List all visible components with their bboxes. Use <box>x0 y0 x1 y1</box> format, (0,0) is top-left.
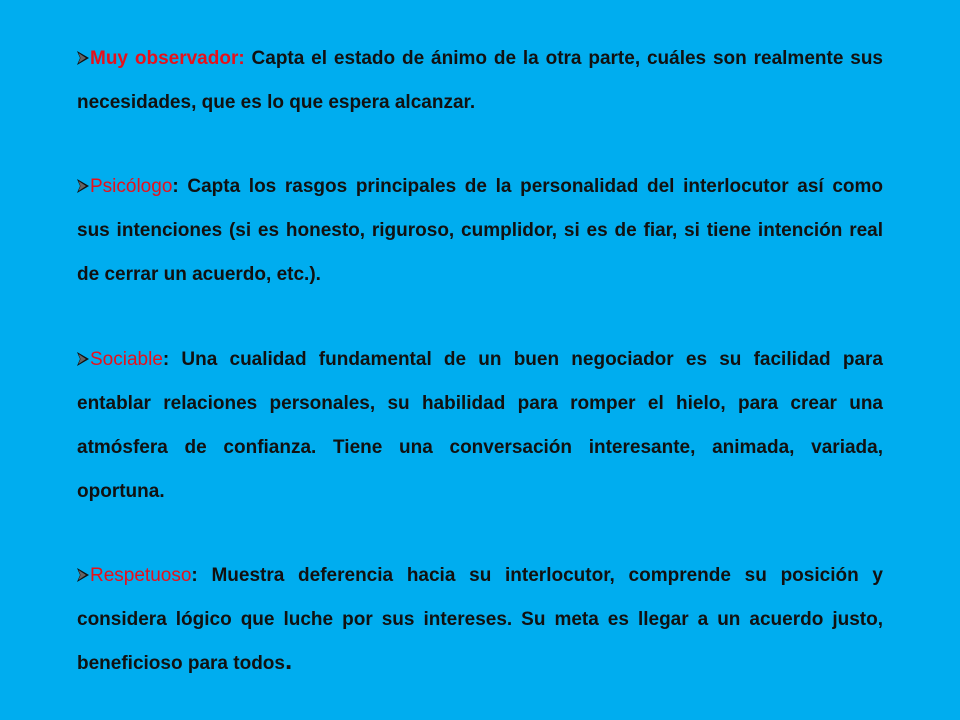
paragraph-sociable <box>77 338 883 514</box>
arrowhead-checkmark-icon <box>77 179 89 193</box>
term-label: Sociable <box>90 349 163 370</box>
paragraph-text: Capta el estado de ánimo de la otra parte, cuáles son realmente sus necesidades, que es lo que espera alcanzar. <box>77 48 883 113</box>
paragraph-text: : Una cualidad fundamental de un buen negociador es su facilidad para entablar relaciones personales, su habilidad para romper el hielo, para crear una atmósfera de confianza. Tiene una conversación interesante, animada, variada, oportuna. <box>77 349 883 502</box>
term-label: Muy observador: <box>90 48 245 69</box>
term-label: Respetuoso <box>90 565 192 586</box>
trailing-period: . <box>284 645 293 675</box>
arrowhead-checkmark-icon <box>77 352 89 366</box>
paragraph-psicologo <box>77 165 883 297</box>
paragraph-text: : Capta los rasgos principales de la personalidad del interlocutor así como sus intenciones (si es honesto, riguroso, cumplidor, si es de fiar, si tiene intención real de cerrar un acuerdo, etc.). <box>77 176 883 285</box>
paragraph-respetuoso <box>77 554 883 686</box>
term-label: Psicólogo <box>90 176 173 197</box>
arrowhead-checkmark-icon <box>77 51 89 65</box>
paragraph-text: : Muestra deferencia hacia su interlocutor, comprende su posición y considera lógico que luche por sus intereses. Su meta es llegar a un acuerdo justo, beneficioso para todos <box>77 565 883 674</box>
arrowhead-checkmark-icon <box>77 568 89 582</box>
paragraph-muy-observador <box>77 37 883 125</box>
